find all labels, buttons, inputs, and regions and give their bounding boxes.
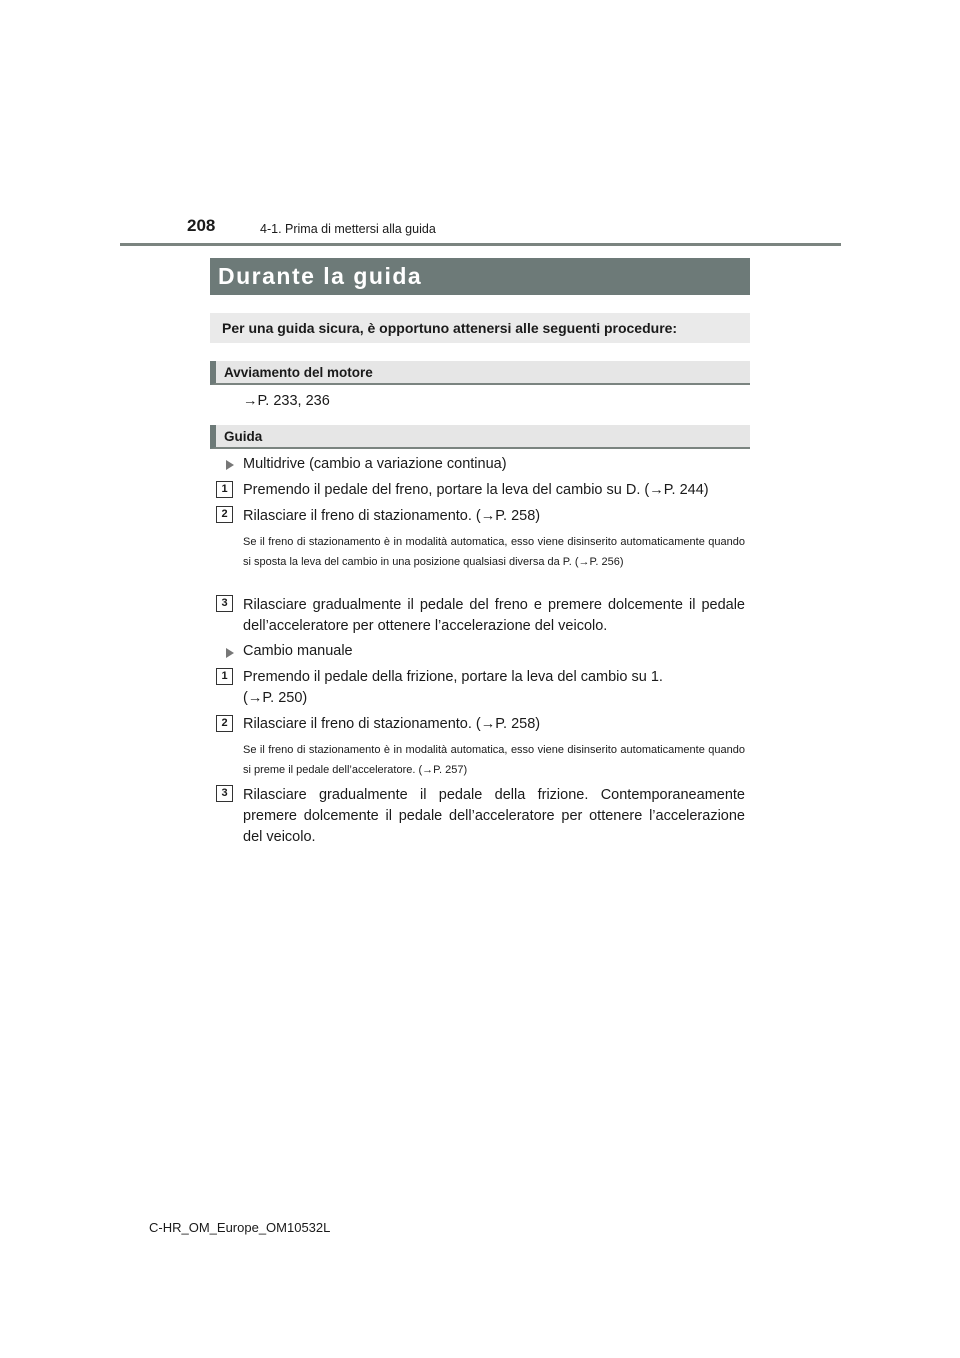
manual-step-1-line2: (→P. 250) — [243, 690, 308, 706]
start-reference: →P. 233, 236 — [243, 393, 330, 409]
multidrive-note: Se il freno di stazionamento è in modalità automatica, esso viene disinserito automaticamente quando si sposta la leva del cambio in una posizione qualsiasi diversa da P. (→P. 256) — [243, 536, 745, 568]
multidrive-step-2: Rilasciare il freno di stazionamento. (→P. 258) — [243, 508, 541, 524]
manual-step-1-line1: Premendo il pedale della frizione, portare la leva del cambio su 1. — [243, 669, 663, 685]
triangle-bullet-icon — [226, 648, 234, 658]
manual-step-2: Rilasciare il freno di stazionamento. (→P. 258) — [243, 716, 541, 732]
step-badge: 3 — [216, 785, 233, 802]
manual-note: Se il freno di stazionamento è in modalità automatica, esso viene disinserito automaticamente quando si preme il pedale dell’acceleratore. (→P. 257) — [243, 744, 745, 776]
intro-box: Per una guida sicura, è opportuno attenersi alle seguenti procedure: — [210, 313, 750, 343]
step-badge: 2 — [216, 715, 233, 732]
page-title: Durante la guida — [218, 263, 423, 289]
step-badge: 1 — [216, 668, 233, 685]
triangle-bullet-icon — [226, 460, 234, 470]
section-heading-driving: Guida — [210, 425, 750, 449]
manual-label: Cambio manuale — [243, 643, 353, 659]
title-bar — [210, 258, 750, 295]
manual-step-3: Rilasciare gradualmente il pedale della frizione. Contemporaneamente premere dolcemente il pedale dell’acceleratore per ottenere l’accelerazione del veicolo. — [243, 787, 745, 845]
multidrive-step-3: Rilasciare gradualmente il pedale del freno e premere dolcemente il pedale dell’acceleratore per ottenere l’accelerazione del veicolo. — [243, 597, 745, 634]
footer-code: C-HR_OM_Europe_OM10532L — [149, 1220, 331, 1235]
header-rule — [120, 243, 841, 246]
page-number: 208 — [187, 216, 216, 235]
step-badge: 3 — [216, 595, 233, 612]
multidrive-step-1: Premendo il pedale del freno, portare la leva del cambio su D. (→P. 244) — [243, 482, 709, 498]
step-badge: 1 — [216, 481, 233, 498]
running-head: 4-1. Prima di mettersi alla guida — [260, 222, 436, 236]
multidrive-label: Multidrive (cambio a variazione continua) — [243, 456, 507, 472]
section-heading-start: Avviamento del motore — [210, 361, 750, 385]
step-badge: 2 — [216, 506, 233, 523]
